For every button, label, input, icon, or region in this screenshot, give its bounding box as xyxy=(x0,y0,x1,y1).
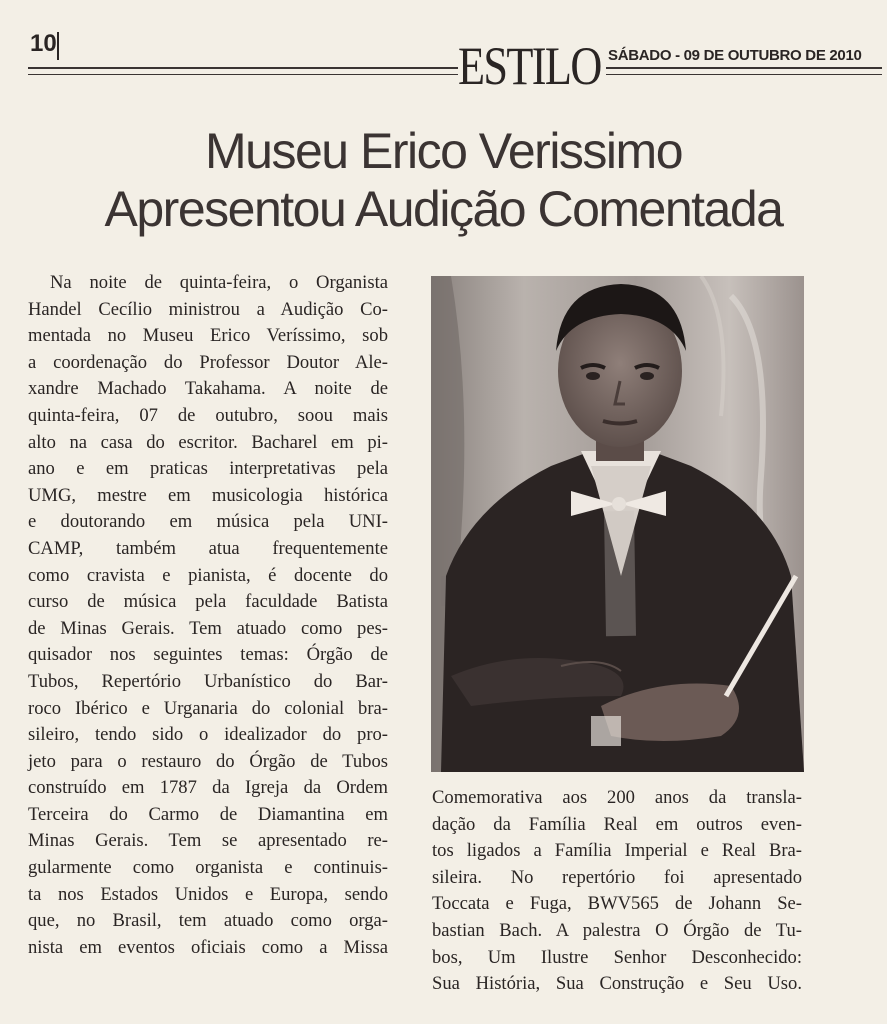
article-line: tos ligados a Família Imperial e Real Bra- xyxy=(432,840,802,862)
article-line: Handel Cecílio ministrou a Audição Co- xyxy=(28,298,388,320)
article-line: Sua História, Sua Construção e Seu Uso. xyxy=(432,973,802,995)
article-line: sileira. No repertório foi apresentado xyxy=(432,866,802,888)
headline-line-2: Apresentou Audição Comentada xyxy=(104,181,783,237)
article-line: a coordenação do Professor Doutor Ale- xyxy=(28,351,388,373)
article-line: que, no Brasil, tem atuado como orga- xyxy=(28,910,388,932)
article-column-right xyxy=(432,785,802,998)
article-line: Terceira do Carmo de Diamantina em xyxy=(28,803,388,825)
article-line: como cravista e pianista, é docente do xyxy=(28,564,388,586)
page-number-divider xyxy=(57,32,59,60)
page-header xyxy=(0,0,887,100)
article-line: Minas Gerais. Tem se apresentado re- xyxy=(28,830,388,852)
article-line: e doutorando em música pela UNI- xyxy=(28,511,388,533)
article-line: Na noite de quinta-feira, o Organista xyxy=(50,272,388,293)
article-headline xyxy=(0,122,887,238)
article-line: alto na casa do escritor. Bacharel em pi- xyxy=(28,431,388,453)
article-line: Toccata e Fuga, BWV565 de Johann Se- xyxy=(432,893,802,915)
headline-line-1: Museu Erico Verissimo xyxy=(205,123,682,179)
section-title: ESTILO xyxy=(458,36,601,96)
article-line: de Minas Gerais. Tem atuado como pes- xyxy=(28,617,388,639)
article-line: Tubos, Repertório Urbanístico do Bar- xyxy=(28,670,388,692)
article-line: roco Ibérico e Urganaria do colonial bra- xyxy=(28,697,388,719)
article-line: gularmente como organista e continuis- xyxy=(28,857,388,879)
header-rule-right xyxy=(606,67,882,75)
article-line: jeto para o restauro do Órgão de Tubos xyxy=(28,750,388,772)
article-column-left xyxy=(28,270,388,961)
article-line: nista em eventos oficiais como a Missa xyxy=(28,936,388,958)
article-line: mentada no Museu Erico Veríssimo, sob xyxy=(28,325,388,347)
article-line: quisador nos seguintes temas: Órgão de xyxy=(28,644,388,666)
article-line: quinta-feira, 07 de outubro, soou mais xyxy=(28,404,388,426)
article-line: dação da Família Real em outros even- xyxy=(432,813,802,835)
article-line: UMG, mestre em musicologia histórica xyxy=(28,484,388,506)
article-line: bos, Um Ilustre Senhor Desconhecido: xyxy=(432,946,802,968)
article-line: bastian Bach. A palestra O Órgão de Tu- xyxy=(432,919,802,941)
article-line: Comemorativa aos 200 anos da transla- xyxy=(432,787,802,808)
article-line: ano e em praticas interpretativas pela xyxy=(28,458,388,480)
portrait-photo xyxy=(431,276,804,772)
article-line: sileiro, tendo sido o idealizador do pro- xyxy=(28,724,388,746)
header-rule-left xyxy=(28,67,458,75)
article-line: ta nos Estados Unidos e Europa, sendo xyxy=(28,883,388,905)
article-line: construído em 1787 da Igreja da Ordem xyxy=(28,777,388,799)
article-line: xandre Machado Takahama. A noite de xyxy=(28,378,388,400)
page-number: 10 xyxy=(30,30,57,57)
article-line: CAMP, também atua frequentemente xyxy=(28,537,388,559)
issue-date: SÁBADO - 09 DE OUTUBRO DE 2010 xyxy=(608,47,862,64)
article-line: curso de música pela faculdade Batista xyxy=(28,591,388,613)
portrait-illustration xyxy=(431,276,804,772)
